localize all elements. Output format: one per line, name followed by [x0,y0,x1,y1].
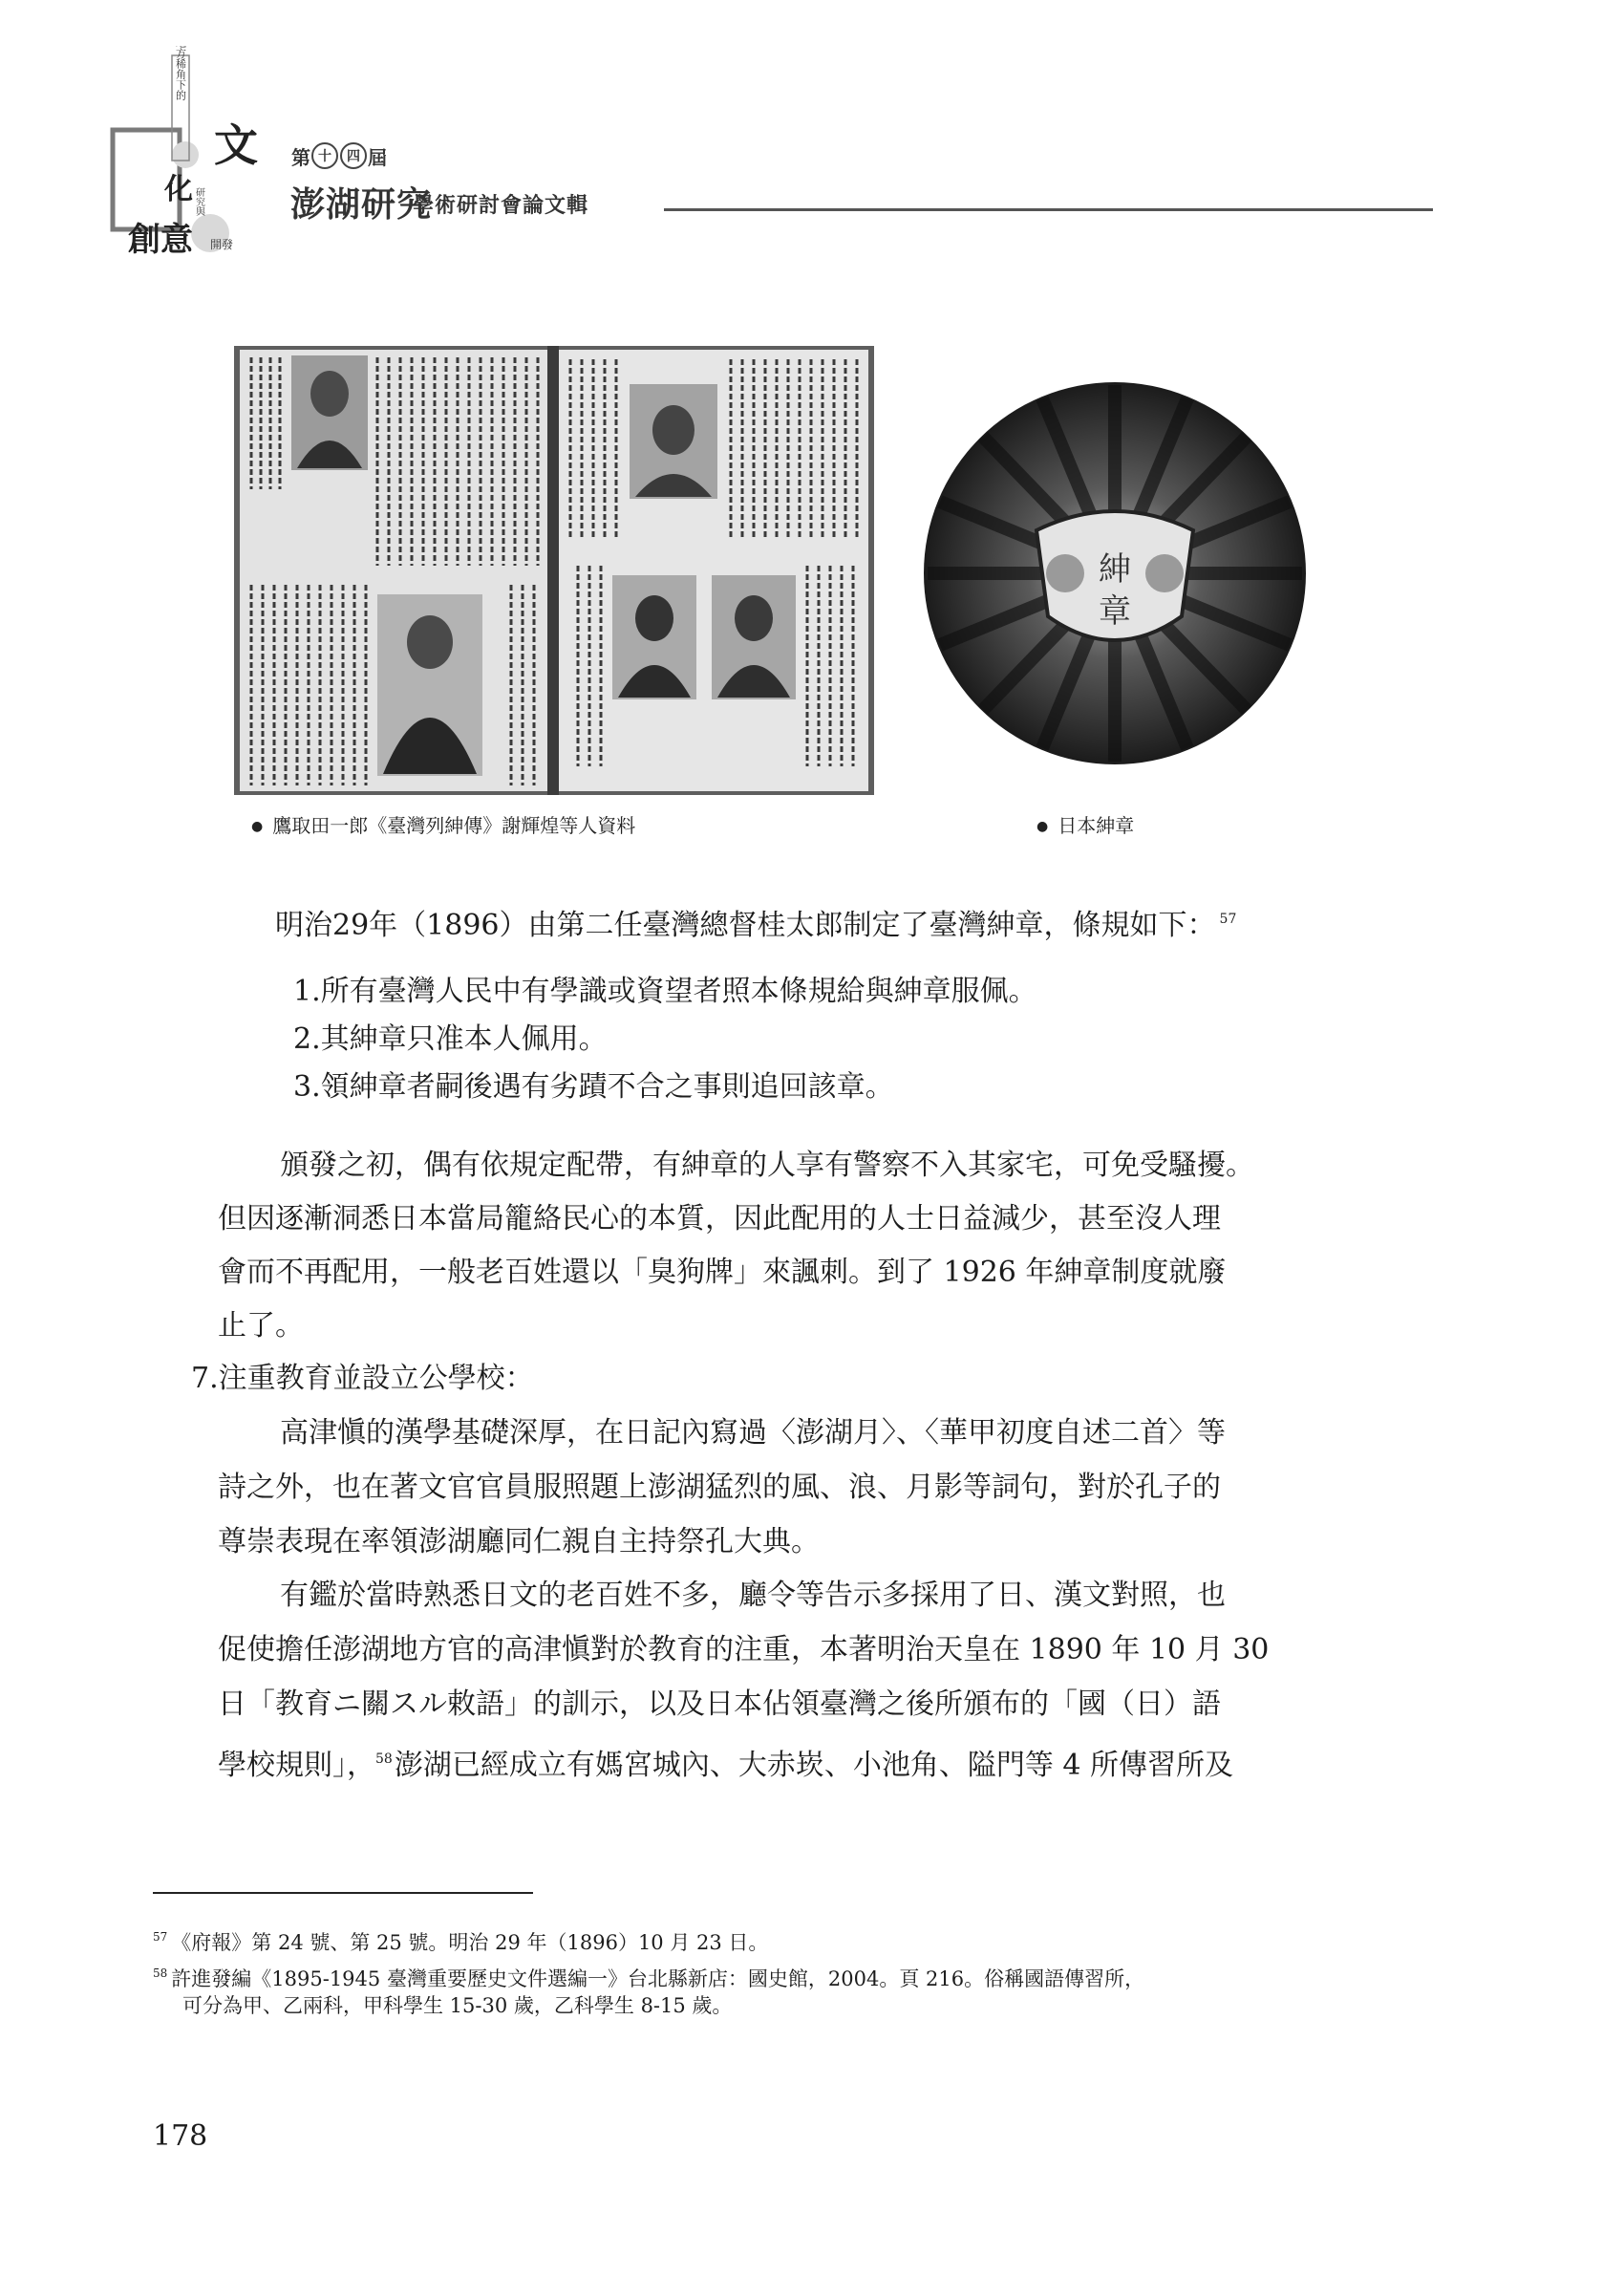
footnote-ref-58[interactable]: 58 [375,1751,393,1767]
logo-small-text: 研究與 [193,187,204,216]
paragraph-line: 高津愼的漢學基礎深厚，在日記內寫過〈澎湖月〉、〈華甲初度自述二首〉等 [280,1416,1226,1450]
paragraph-line: 有鑑於當時熟悉日文的老百姓不多，廳令等告示多採用了日、漢文對照，也 [280,1579,1226,1612]
header-subtitle: 學術研討會論文輯 [413,193,589,218]
header-title: 澎湖研究 [290,184,433,225]
paragraph-line: 促使擔任澎湖地方官的高津愼對於教育的注重，本著明治天皇在 1890 年 10 月 30 [218,1633,1270,1666]
book-page-photo [234,346,874,795]
logo-top-text: 地方稀角下的 [174,46,187,100]
page-number: 178 [153,2119,208,2153]
edition-num-1: 十 [311,142,338,169]
intro-text: 明治29年（1896）由第二任臺灣總督桂太郎制定了臺灣紳章，條規如下： [275,909,1216,942]
edition-prefix: 第 [291,145,310,169]
bullet-icon: ● [251,819,264,834]
paragraph-line [218,1740,1233,1785]
medal-text-top: 紳 [1099,550,1131,589]
edition-suffix: 屆 [368,145,387,169]
paragraph-line: 頒發之初，偶有依規定配帶，有紳章的人享有警察不入其家宅，可免受騷擾。 [280,1149,1254,1182]
paragraph-line: 尊崇表現在率領澎湖廳同仁親自主持祭孔大典。 [218,1525,820,1558]
footnote-number: 57 [153,1930,168,1944]
footnote-number: 58 [153,1966,168,1980]
footnote-divider [153,1892,533,1894]
header-edition [291,143,387,168]
left-figure-caption [251,810,635,838]
right-figure-caption [1036,810,1134,838]
paragraph-line: 日「教育ニ關スル敕語」的訓示，以及日本佔領臺灣之後所頒布的「國（日）語 [218,1687,1221,1721]
footnote-text: 許進發編《1895-1945 臺灣重要歷史文件選編一》台北縣新店：國史館，2004。頁 216。俗稱國語傳習所， [171,1967,1145,1990]
medal-photo [922,377,1309,769]
rule-item: 1.所有臺灣人民中有學識或資望者照本條規給與紳章服佩。 [293,975,1037,1008]
left-caption-text: 鷹取田一郎《臺灣列紳傳》謝輝煌等人資料 [272,814,636,837]
paragraph-line: 詩之外，也在著文官官員服照題上澎湖猛烈的風、浪、月影等詞句，對於孔子的 [218,1471,1221,1504]
rule-item: 2.其紳章只准本人佩用。 [293,1022,608,1056]
edition-num-2: 四 [340,142,367,169]
intro-paragraph [275,900,1236,945]
rule-item: 3.領紳章者嗣後遇有劣蹟不合之事則追回該章。 [293,1070,894,1104]
paragraph-line: 止了。 [218,1309,304,1343]
logo-char-hua: 化 [164,173,193,206]
footnote-58 [153,1959,1144,1993]
medal-text-bottom: 章 [1099,592,1131,631]
paragraph-text: 學校規則」， [218,1749,375,1782]
footnote-57 [153,1923,768,1957]
right-caption-text: 日本紳章 [1058,814,1135,837]
header-rule [664,208,1433,211]
footnote-ref-57[interactable]: 57 [1219,912,1237,927]
paragraph-text: 澎湖已經成立有媽宮城內、大赤崁、小池角、隘門等 4 所傳習所及 [394,1749,1233,1782]
footnote-58-continued: 可分為甲、乙兩科，甲科學生 15-30 歲，乙科學生 8-15 歲。 [182,1994,733,2017]
logo-small-text-2: 開發 [210,238,234,251]
logo-char-wen: 文 [214,119,258,171]
paragraph-line: 但因逐漸洞悉日本當局籠絡民心的本質，因此配用的人士日益減少，甚至沒人理 [218,1202,1221,1236]
section-heading: 7.注重教育並設立公學校： [191,1362,534,1395]
bullet-icon: ● [1036,819,1049,834]
header-logo [107,46,269,268]
footnote-text: 《府報》第 24 號、第 25 號。明治 29 年（1896）10 月 23 日。 [171,1931,769,1954]
logo-char-chuangyi: 創意 [128,221,193,259]
paragraph-line: 會而不再配用，一般老百姓還以「臭狗牌」來諷刺。到了 1926 年紳章制度就廢 [218,1256,1227,1289]
